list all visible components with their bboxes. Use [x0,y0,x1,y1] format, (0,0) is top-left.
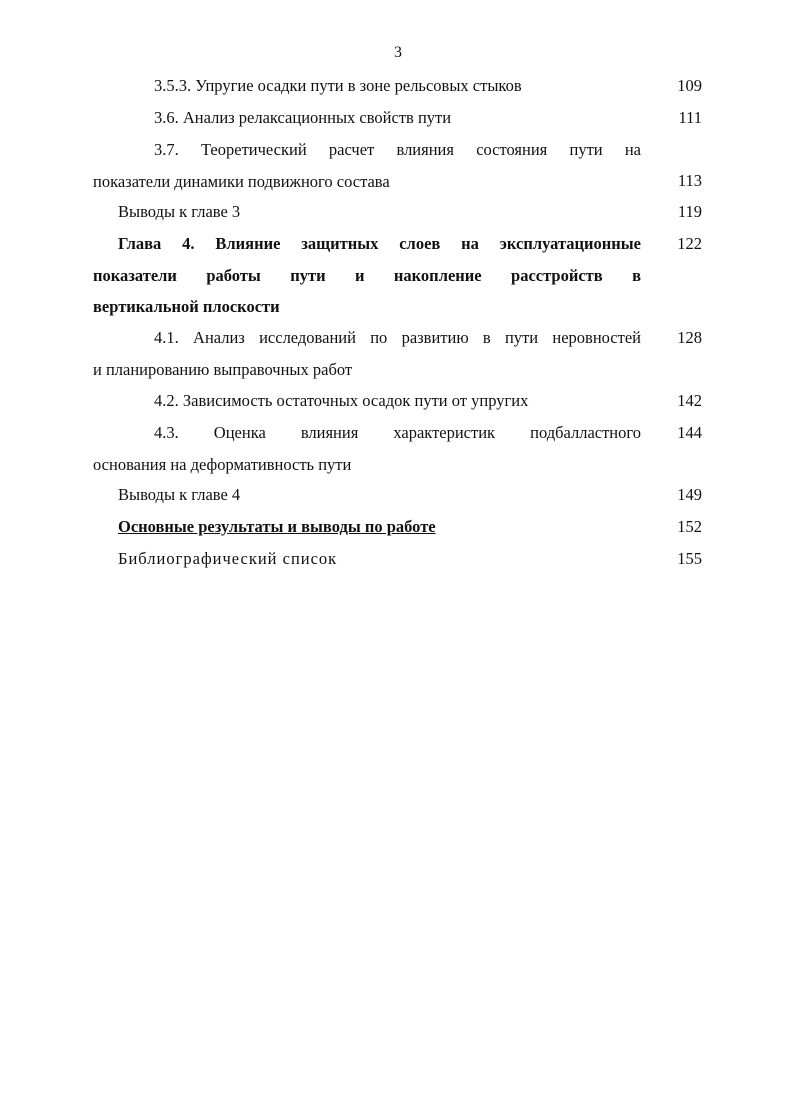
toc-page-number: 152 [677,517,702,536]
toc-page-number: 149 [677,485,702,504]
toc-page-number: 122 [677,234,702,253]
toc-entry-4-3 [93,417,641,480]
toc-entry-text: 3.6. Анализ релаксационных свойств пути [154,108,452,127]
toc-page-number: 144 [677,423,702,442]
toc-entry-text: Выводы к главе 3 [118,202,241,221]
toc-entry-text: 4.3. Оценка влияния характеристик подбалластного [154,423,641,442]
toc-entry-4-1 [93,322,641,385]
toc-entry-text: Основные результаты и выводы по работе [118,517,436,536]
page-number: 3 [394,44,402,61]
toc-page-number: 119 [677,202,702,221]
toc-page-number: 111 [678,108,702,127]
toc-entry-chapter-4 [93,228,641,323]
toc-entry-3-6 [93,102,641,134]
toc-entry-conclusions-4 [93,479,641,511]
toc-page-number: 142 [677,391,702,410]
toc-entry-4-2 [93,385,641,417]
toc-entry-text: 4.2. Зависимость остаточных осадок пути от упругих [154,391,529,410]
toc-entry-text-continued: показатели работы пути и накопление расстройств в [93,265,641,285]
toc-entry-text: 4.1. Анализ исследований по развитию в пути неровностей [154,328,641,347]
toc-page-number: 155 [677,549,702,568]
toc-entry-main-results [93,511,641,543]
toc-entry-text: Выводы к главе 4 [118,485,241,504]
toc-entry-conclusions-3 [93,196,641,228]
toc-entry-3-7 [93,134,641,197]
toc-entry-text: Библиографический список [118,549,338,568]
toc-entry-bibliography [93,543,641,575]
toc-entry-text: 3.7. Теоретический расчет влияния состояния пути на [154,140,641,159]
toc-entry-text: Глава 4. Влияние защитных слоев на эксплуатационные [118,234,641,253]
toc-page-number: 128 [677,328,702,347]
toc-entry-3-5-3 [93,70,641,102]
toc-entry-text-continued: и планированию выправочных работ [93,359,353,379]
toc-page-number: 113 [677,171,702,190]
toc-entry-text-continued: вертикальной плоскости [93,297,280,316]
toc-entry-text-continued: показатели динамики подвижного состава [93,171,390,191]
toc-entry-text: 3.5.3. Упругие осадки пути в зоне рельсовых стыков [154,76,522,95]
toc-entry-text-continued: основания на деформативность пути [93,454,352,474]
toc-page-number: 109 [677,76,702,95]
